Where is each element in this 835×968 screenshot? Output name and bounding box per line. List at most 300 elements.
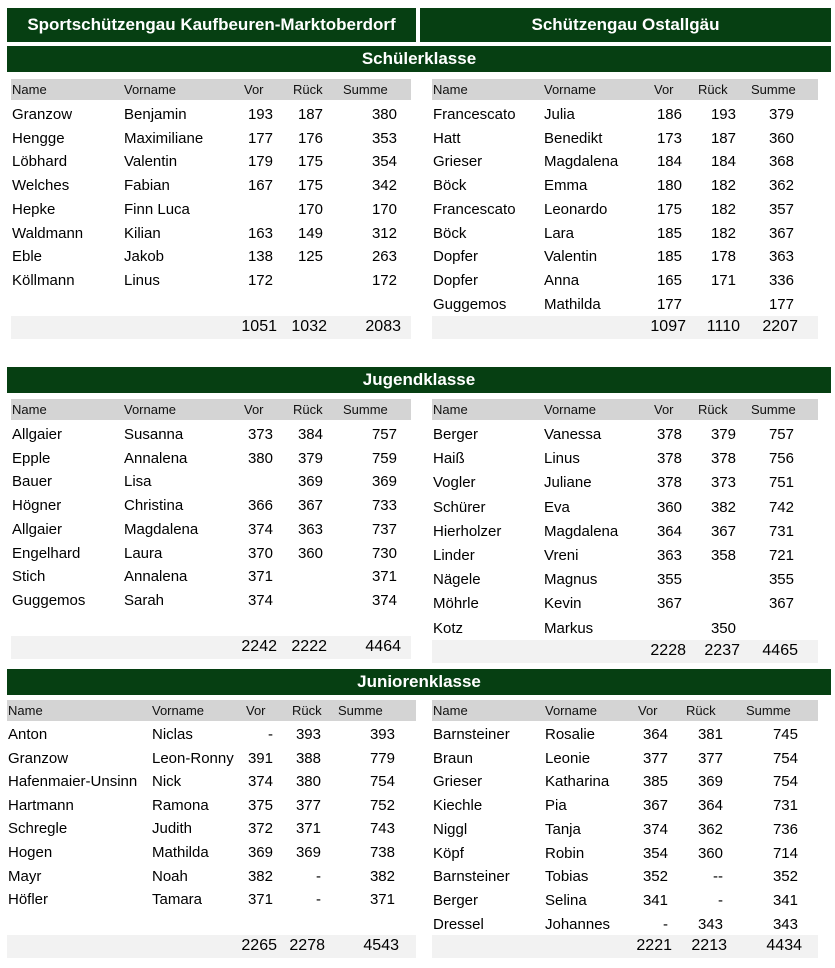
score-rueck: 382 bbox=[710, 498, 736, 516]
table-row bbox=[432, 748, 818, 772]
column-header-summe: Summe bbox=[338, 703, 383, 718]
score-summe: 714 bbox=[772, 844, 798, 862]
athlete-firstname: Leon-Ronny bbox=[152, 749, 234, 767]
score-vor: 185 bbox=[656, 224, 682, 242]
score-rueck: - bbox=[718, 891, 723, 909]
table-row bbox=[11, 519, 411, 543]
score-vor: 377 bbox=[642, 749, 668, 767]
athlete-lastname: Hatt bbox=[433, 129, 461, 147]
athlete-lastname: Barnsteiner bbox=[433, 868, 510, 886]
total-vor: 2221 bbox=[636, 937, 672, 954]
athlete-lastname: Granzow bbox=[12, 106, 73, 123]
column-header-summe: Summe bbox=[751, 82, 796, 97]
column-header-summe: Summe bbox=[751, 402, 796, 417]
athlete-firstname: Katharina bbox=[545, 773, 610, 791]
score-vor: 165 bbox=[656, 271, 682, 289]
table-row bbox=[7, 866, 416, 890]
total-summe: 2207 bbox=[762, 318, 798, 335]
score-summe: 177 bbox=[768, 295, 794, 313]
athlete-lastname: Hierholzer bbox=[433, 522, 502, 540]
column-header-row bbox=[7, 700, 416, 721]
athlete-firstname: Pia bbox=[545, 797, 567, 815]
table-row bbox=[11, 566, 411, 590]
score-rueck: - bbox=[316, 891, 321, 909]
score-table-junioren-left bbox=[7, 700, 416, 958]
athlete-firstname: Valentin bbox=[544, 248, 598, 266]
score-vor: 374 bbox=[642, 820, 668, 838]
score-vor: 138 bbox=[247, 248, 273, 266]
score-summe: 752 bbox=[369, 796, 395, 814]
athlete-lastname: Dressel bbox=[433, 915, 484, 933]
athlete-firstname: Vreni bbox=[544, 547, 579, 564]
score-vor: 341 bbox=[642, 891, 668, 909]
athlete-firstname: Linus bbox=[124, 271, 160, 289]
table-row bbox=[432, 175, 818, 199]
score-summe: 343 bbox=[772, 915, 798, 933]
athlete-firstname: Finn Luca bbox=[124, 200, 190, 218]
table-row bbox=[7, 818, 416, 842]
score-rueck: 149 bbox=[297, 224, 323, 242]
column-header-vor: Vor bbox=[654, 82, 674, 97]
athlete-firstname: Laura bbox=[124, 544, 163, 562]
column-header-rueck: Rück bbox=[292, 703, 322, 718]
athlete-firstname: Niclas bbox=[152, 726, 193, 743]
total-rueck: 2213 bbox=[691, 937, 727, 954]
score-vor: 374 bbox=[247, 520, 273, 538]
table-row bbox=[7, 889, 416, 913]
score-rueck: 371 bbox=[295, 820, 321, 838]
score-vor: 373 bbox=[247, 426, 273, 443]
totals-row bbox=[11, 636, 411, 659]
score-vor: 179 bbox=[247, 153, 273, 171]
athlete-firstname: Noah bbox=[152, 867, 188, 885]
score-summe: 733 bbox=[371, 497, 397, 515]
score-summe: 756 bbox=[768, 450, 794, 468]
table-row bbox=[432, 448, 818, 472]
score-vor: 173 bbox=[656, 129, 682, 147]
score-vor: 193 bbox=[247, 106, 273, 123]
score-vor: 364 bbox=[642, 726, 668, 743]
total-rueck: 1032 bbox=[291, 318, 327, 335]
score-summe: 367 bbox=[768, 224, 794, 242]
athlete-firstname: Linus bbox=[544, 450, 580, 468]
score-summe: 742 bbox=[768, 498, 794, 516]
score-summe: 751 bbox=[768, 474, 794, 492]
score-summe: 754 bbox=[772, 749, 798, 767]
table-row bbox=[432, 223, 818, 247]
athlete-lastname: Berger bbox=[433, 426, 479, 443]
athlete-lastname: Berger bbox=[433, 891, 479, 909]
athlete-firstname: Judith bbox=[152, 820, 193, 838]
column-header-rueck: Rück bbox=[698, 402, 728, 417]
athlete-lastname: Vogler bbox=[433, 474, 476, 492]
score-vor: 374 bbox=[247, 591, 273, 609]
score-summe: 369 bbox=[371, 473, 397, 491]
table-row bbox=[432, 294, 818, 318]
score-summe: 263 bbox=[371, 248, 397, 266]
total-vor: 1097 bbox=[650, 318, 686, 335]
table-row bbox=[432, 424, 818, 448]
athlete-lastname: Eble bbox=[12, 248, 43, 266]
totals-row bbox=[432, 640, 818, 663]
table-row bbox=[11, 246, 411, 270]
athlete-lastname: Högner bbox=[12, 497, 62, 515]
table-row bbox=[432, 128, 818, 152]
score-rueck: 125 bbox=[297, 248, 323, 266]
athlete-firstname: Juliane bbox=[544, 474, 592, 492]
athlete-lastname: Dopfer bbox=[433, 248, 479, 266]
score-summe: 731 bbox=[772, 797, 798, 815]
athlete-lastname: Hartmann bbox=[8, 796, 74, 814]
score-vor: 180 bbox=[656, 177, 682, 195]
column-header-vor: Vor bbox=[244, 402, 264, 417]
score-rueck: 364 bbox=[697, 797, 723, 815]
score-vor: - bbox=[663, 915, 668, 933]
score-vor: 360 bbox=[656, 498, 682, 516]
score-vor: 177 bbox=[656, 295, 682, 313]
score-rueck: 360 bbox=[697, 844, 723, 862]
score-rueck: 175 bbox=[297, 177, 323, 195]
score-rueck: 369 bbox=[297, 473, 323, 491]
table-row bbox=[11, 151, 411, 175]
score-summe: 341 bbox=[772, 891, 798, 909]
score-vor: - bbox=[268, 726, 273, 743]
table-row bbox=[432, 472, 818, 496]
score-rueck: 187 bbox=[297, 106, 323, 123]
table-row bbox=[11, 270, 411, 294]
section-title-bar bbox=[7, 367, 831, 393]
score-vor: 185 bbox=[656, 248, 682, 266]
athlete-lastname: Böck bbox=[433, 177, 467, 195]
score-vor: 172 bbox=[247, 271, 273, 289]
score-vor: 385 bbox=[642, 773, 668, 791]
score-summe: 393 bbox=[369, 726, 395, 743]
score-vor: 163 bbox=[247, 224, 273, 242]
athlete-lastname: Hogen bbox=[8, 844, 53, 861]
column-header-vorname: Vorname bbox=[544, 402, 597, 417]
score-table-junioren-right bbox=[432, 700, 818, 958]
score-vor: 380 bbox=[247, 449, 273, 467]
score-summe: 757 bbox=[371, 426, 397, 443]
athlete-lastname: Francescato bbox=[433, 200, 516, 218]
score-table-schueler-left bbox=[11, 79, 411, 339]
column-header-vorname: Vorname bbox=[124, 402, 177, 417]
score-summe: 759 bbox=[371, 449, 397, 467]
score-vor: 370 bbox=[247, 544, 273, 562]
score-vor: 367 bbox=[642, 797, 668, 815]
column-header-vorname: Vorname bbox=[544, 82, 597, 97]
score-summe: 379 bbox=[768, 106, 794, 123]
athlete-lastname: Schürer bbox=[433, 498, 486, 516]
athlete-lastname: Guggemos bbox=[12, 591, 86, 609]
score-vor: 352 bbox=[642, 868, 668, 886]
athlete-lastname: Grieser bbox=[433, 773, 483, 791]
left-gau-title-bar bbox=[7, 8, 416, 42]
score-rueck: 362 bbox=[697, 820, 723, 838]
score-rueck: 377 bbox=[697, 749, 723, 767]
section-title: Jugendklasse bbox=[362, 370, 476, 389]
score-vor: 364 bbox=[656, 522, 682, 540]
total-rueck: 2237 bbox=[704, 642, 740, 659]
athlete-firstname: Jakob bbox=[124, 248, 165, 266]
athlete-lastname: Kotz bbox=[433, 619, 464, 637]
total-vor: 2228 bbox=[650, 642, 686, 659]
table-row bbox=[432, 521, 818, 545]
athlete-lastname: Haiß bbox=[433, 450, 465, 468]
score-summe: 368 bbox=[768, 153, 794, 171]
score-vor: 374 bbox=[247, 773, 273, 791]
athlete-firstname: Annalena bbox=[124, 568, 188, 586]
table-row bbox=[432, 545, 818, 569]
athlete-firstname: Kilian bbox=[124, 224, 161, 242]
athlete-firstname: Benjamin bbox=[124, 106, 187, 123]
column-header-vor: Vor bbox=[638, 703, 658, 718]
table-row bbox=[432, 151, 818, 175]
athlete-lastname: Engelhard bbox=[12, 544, 81, 562]
column-header-vorname: Vorname bbox=[545, 703, 598, 718]
athlete-firstname: Mathilda bbox=[152, 844, 209, 861]
total-rueck: 1110 bbox=[706, 318, 740, 335]
athlete-firstname: Anna bbox=[544, 271, 580, 289]
athlete-firstname: Mathilda bbox=[544, 295, 601, 313]
score-rueck: 182 bbox=[710, 200, 736, 218]
column-header-row bbox=[432, 399, 818, 420]
athlete-lastname: Kiechle bbox=[433, 797, 483, 815]
score-vor: 186 bbox=[656, 106, 682, 123]
column-header-vor: Vor bbox=[246, 703, 266, 718]
athlete-lastname: Grieser bbox=[433, 153, 483, 171]
score-summe: 367 bbox=[768, 595, 794, 613]
total-vor: 2265 bbox=[241, 937, 277, 954]
table-row bbox=[432, 819, 818, 843]
score-summe: 721 bbox=[768, 547, 794, 564]
score-rueck: 367 bbox=[710, 522, 736, 540]
score-vor: 175 bbox=[656, 200, 682, 218]
table-row bbox=[432, 843, 818, 867]
score-summe: 738 bbox=[369, 844, 395, 861]
table-row bbox=[11, 495, 411, 519]
score-vor: 177 bbox=[247, 129, 273, 147]
score-rueck: 378 bbox=[710, 450, 736, 468]
athlete-lastname: Köllmann bbox=[12, 271, 75, 289]
column-header-row bbox=[432, 79, 818, 100]
athlete-firstname: Tanja bbox=[545, 820, 581, 838]
score-rueck: 363 bbox=[297, 520, 323, 538]
score-rueck: 176 bbox=[297, 129, 323, 147]
table-row bbox=[11, 590, 411, 614]
column-header-name: Name bbox=[12, 402, 47, 417]
score-vor: 184 bbox=[656, 153, 682, 171]
table-row bbox=[11, 223, 411, 247]
athlete-lastname: Anton bbox=[8, 726, 48, 743]
score-rueck: 170 bbox=[297, 200, 323, 218]
athlete-firstname: Valentin bbox=[124, 153, 178, 171]
column-header-name: Name bbox=[433, 82, 468, 97]
score-rueck: - bbox=[316, 867, 321, 885]
score-rueck: 384 bbox=[297, 426, 323, 443]
athlete-lastname: Allgaier bbox=[12, 520, 63, 538]
athlete-firstname: Eva bbox=[544, 498, 570, 516]
table-row bbox=[432, 914, 818, 938]
score-summe: 757 bbox=[768, 426, 794, 443]
column-header-rueck: Rück bbox=[293, 402, 323, 417]
score-vor: 375 bbox=[247, 796, 273, 814]
score-vor: 167 bbox=[247, 177, 273, 195]
score-rueck: 369 bbox=[295, 844, 321, 861]
table-row bbox=[7, 724, 416, 748]
athlete-lastname: Waldmann bbox=[12, 224, 84, 242]
column-header-summe: Summe bbox=[343, 82, 388, 97]
athlete-lastname: Möhrle bbox=[433, 595, 479, 613]
total-summe: 2083 bbox=[365, 318, 401, 335]
athlete-lastname: Löbhard bbox=[12, 153, 68, 171]
athlete-firstname: Selina bbox=[545, 891, 587, 909]
left-gau-title: Sportschützengau Kaufbeuren-Marktoberdorf bbox=[27, 15, 396, 34]
athlete-lastname: Hafenmaier-Unsinn bbox=[8, 773, 138, 791]
score-vor: 354 bbox=[642, 844, 668, 862]
athlete-lastname: Stich bbox=[12, 568, 46, 586]
total-vor: 1051 bbox=[241, 318, 277, 335]
athlete-firstname: Annalena bbox=[124, 449, 188, 467]
score-summe: 357 bbox=[768, 200, 794, 218]
table-row bbox=[432, 618, 818, 642]
section-title: Schülerklasse bbox=[361, 49, 477, 68]
score-summe: 355 bbox=[768, 571, 794, 589]
table-row bbox=[11, 175, 411, 199]
column-header-rueck: Rück bbox=[293, 82, 323, 97]
score-summe: 352 bbox=[772, 868, 798, 886]
column-header-name: Name bbox=[12, 82, 47, 97]
table-row bbox=[11, 543, 411, 567]
column-header-summe: Summe bbox=[343, 402, 388, 417]
score-table-schueler-right bbox=[432, 79, 818, 339]
athlete-lastname: Höfler bbox=[8, 891, 49, 909]
score-summe: 354 bbox=[371, 153, 397, 171]
column-header-summe: Summe bbox=[746, 703, 791, 718]
total-vor: 2242 bbox=[241, 638, 277, 655]
table-row bbox=[11, 448, 411, 472]
score-summe: 754 bbox=[772, 773, 798, 791]
athlete-firstname: Sarah bbox=[124, 591, 165, 609]
athlete-firstname: Leonardo bbox=[544, 200, 608, 218]
athlete-firstname: Lara bbox=[544, 224, 575, 242]
athlete-lastname: Guggemos bbox=[433, 295, 507, 313]
score-summe: 382 bbox=[369, 867, 395, 885]
column-header-name: Name bbox=[8, 703, 43, 718]
score-rueck: 350 bbox=[710, 619, 736, 637]
athlete-firstname: Markus bbox=[544, 619, 594, 637]
athlete-firstname: Magnus bbox=[544, 571, 598, 589]
column-header-vor: Vor bbox=[244, 82, 264, 97]
score-rueck: 187 bbox=[710, 129, 736, 147]
score-summe: 730 bbox=[371, 544, 397, 562]
score-rueck: 373 bbox=[710, 474, 736, 492]
athlete-lastname: Hepke bbox=[12, 200, 56, 218]
score-rueck: 358 bbox=[710, 547, 736, 564]
score-vor: 369 bbox=[247, 844, 273, 861]
score-rueck: 381 bbox=[697, 726, 723, 743]
athlete-lastname: Welches bbox=[12, 177, 70, 195]
table-row bbox=[7, 771, 416, 795]
score-vor: 367 bbox=[656, 595, 682, 613]
table-row bbox=[432, 771, 818, 795]
athlete-lastname: Böck bbox=[433, 224, 467, 242]
score-rueck: 178 bbox=[710, 248, 736, 266]
table-row bbox=[11, 471, 411, 495]
score-rueck: 182 bbox=[710, 224, 736, 242]
athlete-firstname: Fabian bbox=[124, 177, 170, 195]
column-header-name: Name bbox=[433, 402, 468, 417]
athlete-lastname: Bauer bbox=[12, 473, 53, 491]
score-summe: 172 bbox=[371, 271, 397, 289]
table-row bbox=[432, 199, 818, 223]
score-rueck: 369 bbox=[697, 773, 723, 791]
athlete-lastname: Allgaier bbox=[12, 426, 63, 443]
table-row bbox=[432, 497, 818, 521]
score-rueck: 343 bbox=[697, 915, 723, 933]
score-rueck: 379 bbox=[297, 449, 323, 467]
athlete-firstname: Lisa bbox=[124, 473, 152, 491]
column-header-row bbox=[432, 700, 818, 721]
score-rueck: 175 bbox=[297, 153, 323, 171]
athlete-firstname: Johannes bbox=[545, 915, 611, 933]
score-vor: 378 bbox=[656, 450, 682, 468]
athlete-lastname: Francescato bbox=[433, 106, 516, 123]
table-row bbox=[432, 593, 818, 617]
table-row bbox=[432, 866, 818, 890]
score-vor: 391 bbox=[247, 749, 273, 767]
score-summe: 745 bbox=[772, 726, 798, 743]
right-gau-title-bar bbox=[420, 8, 831, 42]
score-rueck: 380 bbox=[295, 773, 321, 791]
athlete-lastname: Schregle bbox=[8, 820, 68, 838]
total-summe: 4465 bbox=[762, 642, 798, 659]
score-summe: 336 bbox=[768, 271, 794, 289]
score-vor: 372 bbox=[247, 820, 273, 838]
score-vor: 363 bbox=[656, 547, 682, 564]
column-header-vor: Vor bbox=[654, 402, 674, 417]
column-header-row bbox=[11, 399, 411, 420]
score-rueck: 184 bbox=[710, 153, 736, 171]
table-row bbox=[7, 795, 416, 819]
column-header-vorname: Vorname bbox=[124, 82, 177, 97]
athlete-lastname: Hengge bbox=[12, 129, 65, 147]
score-summe: 170 bbox=[371, 200, 397, 218]
totals-row bbox=[432, 935, 818, 958]
score-summe: 353 bbox=[371, 129, 397, 147]
athlete-lastname: Epple bbox=[12, 449, 51, 467]
athlete-lastname: Barnsteiner bbox=[433, 726, 510, 743]
score-summe: 380 bbox=[371, 106, 397, 123]
score-vor: 382 bbox=[247, 867, 273, 885]
total-summe: 4543 bbox=[363, 937, 399, 954]
score-vor: 355 bbox=[656, 571, 682, 589]
score-rueck: 367 bbox=[297, 497, 323, 515]
score-summe: 362 bbox=[768, 177, 794, 195]
score-rueck: 377 bbox=[295, 796, 321, 814]
athlete-firstname: Emma bbox=[544, 177, 588, 195]
score-rueck: 182 bbox=[710, 177, 736, 195]
athlete-firstname: Ramona bbox=[152, 796, 209, 814]
score-summe: 371 bbox=[369, 891, 395, 909]
score-summe: 736 bbox=[772, 820, 798, 838]
table-row bbox=[432, 890, 818, 914]
athlete-lastname: Dopfer bbox=[433, 271, 479, 289]
score-summe: 342 bbox=[371, 177, 397, 195]
athlete-firstname: Christina bbox=[124, 497, 184, 515]
score-summe: 363 bbox=[768, 248, 794, 266]
score-summe: 371 bbox=[371, 568, 397, 586]
